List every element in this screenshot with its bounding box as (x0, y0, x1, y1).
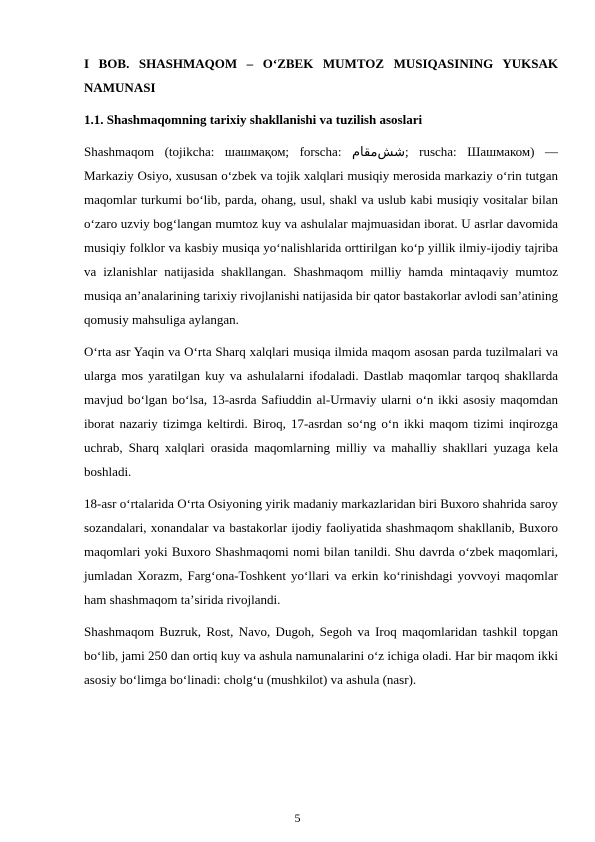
paragraph-1: Shashmaqom (tojikcha: шашмақом; forscha: شش‌مقام; ruscha: Шашмаком) — Markaziy Osiyo, xususan oʻzbek va tojik xalqlari musiqiy merosida markaziy oʻrin tutgan maqomlar turkumi bo‘lib, parda, ohang, usul, shakl va uslub kabi musiqiy vositalar bilan oʻzaro uzviy bogʻlangan mumtoz kuy va ashulalar majmuasidan iborat. U asrlar davomida musiqiy folklor va kasbiy musiqa yo‘nalishlarida orttirilgan koʻp yillik ilmiy-ijodiy tajriba va izlanishlar natijasida shakllangan. Shashmaqom milliy hamda mintaqaviy mumtoz musiqa anʼanalarining tarixiy rivojlanishi natijasida bir qator bastakorlar avlodi sanʼatining qomusiy mahsuliga aylangan. (84, 144, 559, 327)
paragraph-2: Oʻrta asr Yaqin va Oʻrta Sharq xalqlari musiqa ilmida maqom asosan parda tuzilmalari va ularga mos yaratilgan kuy va ashulalarni ifodaladi. Dastlab maqomlar tarqoq shakllarda mavjud boʻlgan boʻlsa, 13-asrda Safiuddin al-Urmaviy ularni o‘n ikki asosiy maqomdan iborat nazariy tizimga keltirdi. Biroq, 17-asrdan so‘ng o‘n ikki maqom tizimi inqirozga uchrab, Sharq xalqlari orasida maqomlarning milliy va mahalliy shakllari yuzaga kela boshladi. (84, 344, 558, 479)
document-page (84, 52, 558, 700)
page-number: 5 (294, 811, 301, 825)
paragraph-4: Shashmaqom Buzruk, Rost, Navo, Dugoh, Segoh va Iroq maqomlaridan tashkil topgan bo‘lib, jami 250 dan ortiq kuy va ashula namunalarini o‘z ichiga oladi. Har bir maqom ikki asosiy bo‘limga bo‘linadi: cholg‘u (mushkilot) va ashula (nasr). (84, 624, 558, 687)
paragraph-3: 18-asr oʻrtalarida Oʻrta Osiyoning yirik madaniy markazlaridan biri Buxoro shahrida saroy sozandalari, xonandalar va bastakorlar ijodiy faoliyatida shashmaqom shakllanib, Buxoro maqomlari yoki Buxoro Shashmaqomi nomi bilan tanildi. Shu davrda o‘zbek maqomlari, jumladan Xorazm, Farg‘ona-Toshkent yo‘llari va erkin koʻrinishdagi yovvoyi maqomlar ham shashmaqom taʼsirida rivojlandi. (84, 496, 558, 607)
section-title: 1.1. Shashmaqomning tarixiy shakllanishi va tuzilish asoslari (84, 112, 423, 127)
chapter-title: I BOB. SHASHMAQOM – O‘ZBEK MUMTOZ MUSIQASINING YUKSAK NAMUNASI (84, 56, 558, 95)
